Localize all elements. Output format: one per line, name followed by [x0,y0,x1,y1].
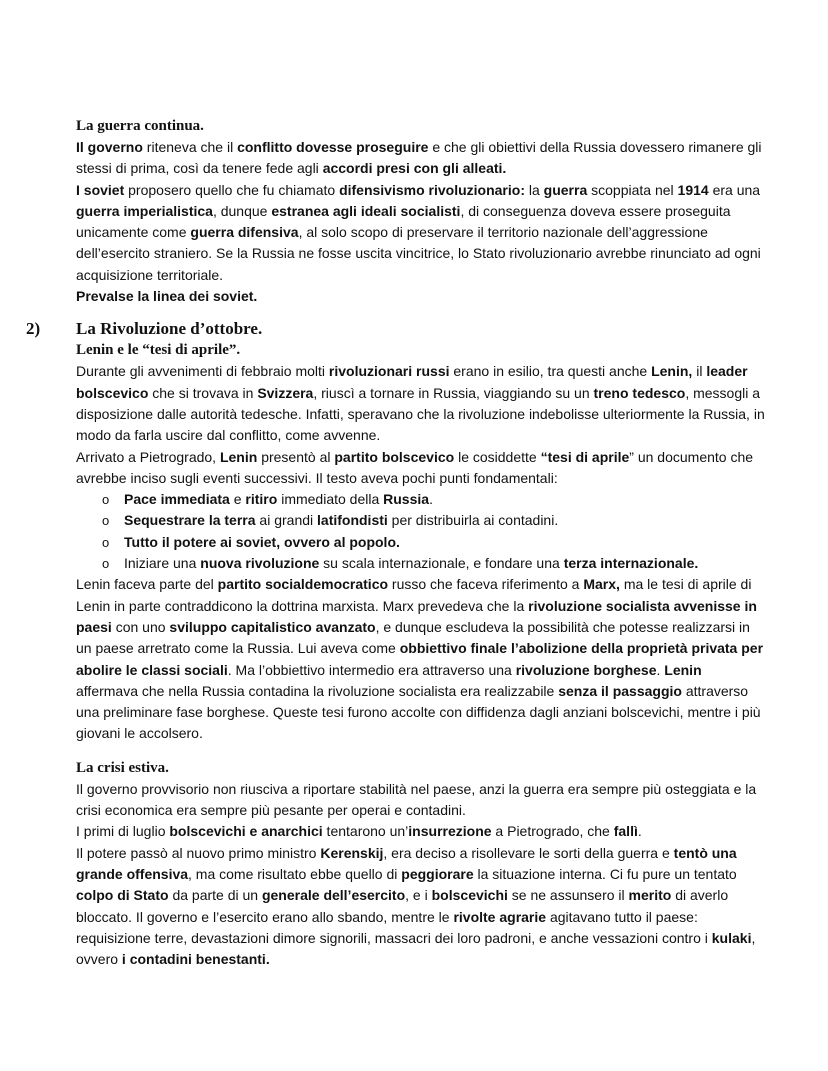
text-run: , dunque [212,202,272,219]
text-run: Lenin faceva parte del [76,576,218,593]
bold-text: sviluppo capitalistico avanzato [169,618,376,635]
text-run: Il potere passò al nuovo primo ministro [76,844,321,861]
text-run: su scala internazionale, e fondare una [319,555,564,572]
chapter-heading [26,318,766,340]
bold-text: rivoluzione socialista avvenisse in paesi [76,597,757,635]
text-run: , ovvero [76,929,756,968]
section-heading-tesi-di-aprile: Lenin e le “tesi di aprile”. [76,342,241,359]
bold-text: 1914 [677,181,709,198]
bold-text: ritiro [245,491,278,508]
chapter-title: La Rivoluzione d’ottobre. [76,319,263,339]
section1-body [76,137,766,307]
bold-text: “tesi di aprile [540,448,630,465]
paragraph [76,447,766,490]
paragraph [76,286,766,307]
bold-text: Russia [383,491,430,508]
bold-text: rivoluzionari russi [328,363,450,380]
bullet-circle-icon: o [102,492,110,508]
text-run: . [656,661,665,678]
bold-text: kulaki [711,929,752,946]
list-item [76,489,766,510]
text-run: russo che faceva riferimento a [388,576,584,593]
bold-text: Pace immediata [124,491,230,508]
bold-text: rivoluzione borghese [515,661,657,678]
bold-text: Tutto il potere ai soviet, ovvero al popolo. [124,533,400,550]
text-run: per distribuirla ai contadini. [387,512,559,529]
text-run: ” un documento che avrebbe inciso sugli eventi successivi. Il testo aveva pochi punti fondamentali: [76,448,754,486]
text-run: Il governo provvisorio non riusciva a riportare stabilità nel paese, anzi la guerra era sempre più osteggiata e la crisi economica era sempre più pesante per operai e contadini. [76,780,757,819]
text-run: con uno [111,618,170,635]
bold-text: difensivismo rivoluzionario: [339,181,525,198]
paragraph [76,779,766,822]
text-run: se ne assunsero il [507,887,629,904]
bold-text: bolscevichi e anarchici [169,823,323,840]
paragraph [76,137,766,180]
text-run: a Pietrogrado, che [491,823,614,840]
bold-text: conflitto dovesse proseguire [237,139,429,155]
text-run: . Ma l’obbiettivo intermedio era attraverso una [227,661,516,678]
bold-text: bolscevichi [431,887,508,904]
bold-text: terza internazionale. [563,555,699,572]
list-item [76,532,766,553]
text-run: , messogli a disposizione dalle autorità tedesche. Infatti, speravano che la rivoluzione indebolisse ulteriormente la Russia, in modo da farla uscire dal conflitto, come avvenne. [76,384,765,444]
text-run: . [429,491,433,508]
bold-text: Lenin [219,448,258,465]
bold-text: treno tedesco [593,384,686,401]
bold-text: Svizzera [257,384,314,401]
text-run: e [229,491,246,508]
text-run: , e i [405,887,432,904]
bold-text: Marx, [583,576,620,593]
bold-text: peggiorare [401,865,474,882]
text-run: ai grandi [255,512,318,529]
section-heading-crisi-estiva: La crisi estiva. [76,759,169,776]
text-run: agitavano tutto il paese: requisizione terre, devastazioni dimore signorili, massacri dei loro padroni, e anche vessazioni contro i [76,908,712,946]
text-run: la situazione interna. Ci fu pure un tentato [473,865,737,882]
bold-text: senza il passaggio [558,682,682,699]
section2-after-list [76,574,766,744]
text-run: proposero quello che fu chiamato [124,181,340,198]
text-run: che si trovava in [148,384,258,401]
paragraph [76,821,766,842]
text-run: , di conseguenza doveva essere proseguita unicamente come [76,202,731,241]
bold-text: nuova rivoluzione [200,555,320,572]
bold-text: Kerenskij [320,844,384,861]
text-run: riteneva che il [142,139,238,155]
text-run: , riuscì a tornare in Russia, viaggiando su un [313,384,594,401]
text-run: era una [708,181,761,198]
bold-text: rivolte agrarie [453,908,547,925]
text-run: Iniziare una [124,555,201,572]
bold-text: i contadini benestanti. [121,951,270,968]
bold-text: Il governo [76,139,143,155]
text-run: I primi di luglio [76,823,170,840]
bold-text: estranea agli ideali socialisti [271,202,461,219]
bold-text: guerra difensiva [190,224,299,241]
bold-text: I soviet [76,181,125,198]
document-page [26,116,766,970]
bold-text: fallì [613,823,638,840]
section2-body [76,361,766,489]
text-run: Arrivato a Pietrogrado, [76,448,220,465]
bold-text: guerra imperialistica [76,202,213,219]
section3-body [76,779,766,971]
text-run: le cosiddette [454,448,541,465]
text-run: , e dunque escludeva la possibilità che potesse realizzarsi in un paese arretrato come la Russia. Lui aveva come [76,618,750,657]
bold-text: partito bolscevico [334,448,455,465]
paragraph [76,361,766,446]
bold-text: Prevalse la linea dei soviet. [76,288,258,305]
bold-text: leader bolscevico [76,363,748,401]
bold-text: partito socialdemocratico [217,576,389,593]
bold-text: latifondisti [317,512,388,529]
text-run: la [524,181,544,198]
bold-text: accordi presi con gli alleati. [322,160,507,177]
text-run: attraverso una preliminare fase borghese. Queste tesi furono accolte con diffidenza dagli anziani bolscevichi, mentre i più giovani le accolsero. [76,682,761,742]
spacer [76,745,766,758]
text-run: . [637,823,642,840]
text-run: e che gli obiettivi della Russia dovessero rimanere gli stessi di prima, così da tenere fede agli [76,139,762,177]
section-heading-guerra-continua: La guerra continua. [76,118,204,134]
bullet-circle-icon: o [102,513,110,529]
text-run: , era deciso a risollevare le sorti della guerra e [383,844,674,861]
text-run: Durante gli avvenimenti di febbraio molti [76,363,329,380]
bold-text: Lenin [664,661,702,678]
list-item [76,510,766,531]
bold-text: tentò una grande offensiva [76,844,737,882]
paragraph [76,574,766,744]
chapter-number: 2) [26,319,41,339]
text-run: affermava che nella Russia contadina la rivoluzione socialista era realizzabile [76,682,559,699]
bold-text: Lenin, [651,363,693,380]
text-run: , ma come risultato ebbe quello di [188,865,402,882]
bold-text: merito [628,887,672,904]
theses-list [76,489,766,574]
bold-text: colpo di Stato [76,887,169,904]
text-run: ma le tesi di aprile di Lenin in parte contraddicono la dottrina marxista. Marx prevedeva che la [76,576,752,614]
list-item [76,553,766,574]
text-run: il [692,363,707,380]
bold-text: obbiettivo finale l’abolizione della proprietà privata per abolire le classi sociali [76,640,764,678]
bullet-circle-icon: o [102,556,110,572]
bold-text: guerra [543,181,588,198]
paragraph [76,180,766,286]
bullet-circle-icon: o [102,534,110,550]
bold-text: generale dell’esercito [261,887,406,904]
text-run: erano in esilio, tra questi anche [449,363,652,380]
text-run: scoppiata nel [587,181,678,198]
text-run: , al solo scopo di preservare il territorio nazionale dell’aggressione dell’esercito straniero. Se la Russia ne fosse uscita vincitrice, lo Stato rivoluzionario avrebbe rinunciato ad ogni acquisizione territoriale. [76,224,761,283]
bold-text: insurrezione [408,823,492,840]
text-run: presentò al [257,448,335,465]
text-run: da parte di un [168,887,262,904]
text-run: tentarono un’ [322,823,409,840]
text-run: immediato della [277,491,384,508]
paragraph [76,843,766,971]
text-run: di averlo bloccato. Il governo e l’esercito erano allo sbando, mentre le [76,887,729,925]
bold-text: Sequestrare la terra [124,512,256,529]
